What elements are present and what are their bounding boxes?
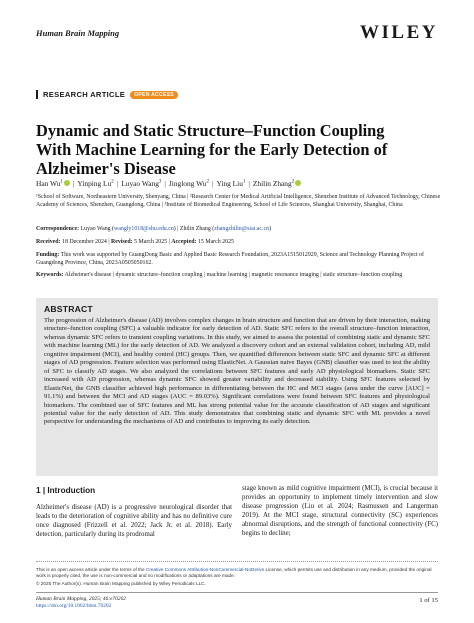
author-name: Ying Liu: [216, 179, 243, 189]
keywords-label: Keywords:: [36, 272, 64, 278]
abstract-text: The progression of Alzheimer's disease (AD) involves complex changes in brain structure and function that are driven by their interaction, making structure–function coupling (SFC) a valuable indicator for early detection of AD. Static SFC refers to the overall structure–function interaction, whereas dynamic SFC refers to transient coupling variations. In this study, we aimed to assess the potential of combining static and dynamic SFC with machine learning (ML) for the early detection of AD. We analyzed a discovery cohort and an external validation cohort, including AD, mild cognitive impairment (MCI), and healthy control (HC) groups. Then, we quantified differences between static SFC and dynamic SFC at different stages of AD progression. Feature selection was performed using ElasticNet. A Gaussian naive Bayes (GNB) classifier was used to test the ability of SFC to classify AD stages. We also analyzed the correlations between SFC features and early AD physiological biomarkers. Static SFC increased with AD progression, whereas dynamic SFC showed greater variability and decreased stability. Using SFC features selected by ElasticNet, the GNB classifier achieved high performance in differentiating between the HC and MCI stages (area under the curve [AUC] = 91.1%) and between the MCI and AD stages (AUC = 89.03%). Significant correlations were found between SFC features and physiological biomarkers. The combined use of SFC features and ML has strong potential value for the accurate classification of AD stages and significant potential value for the early detection of AD. This study demonstrates that combining static and dynamic SFC with ML provides a novel perspective for understanding the mechanisms of AD and contributes to improving its early detection.: [44, 317, 430, 426]
keywords: [36, 272, 441, 280]
footnote-divider: [36, 561, 438, 562]
journal-name: Human Brain Mapping: [36, 28, 120, 38]
orcid-icon[interactable]: [295, 180, 301, 186]
section-heading-introduction: 1 | Introduction: [36, 486, 96, 495]
license-text-post: License, which permits use and distribution in any medium, provided the original work is properly cited, the use is non-commercial and no modifications or adaptations are made.: [36, 567, 432, 579]
author: [77, 179, 113, 188]
author: [169, 179, 209, 188]
accepted-date: 15 March 2025: [197, 239, 234, 245]
footer-citation-block: [36, 596, 126, 610]
author-affiliation-number: 1: [242, 180, 246, 185]
correspondence-text-1: Luyao Wang (: [80, 226, 115, 232]
author-separator: |: [164, 179, 166, 189]
author: [216, 179, 245, 188]
page-number: 1 of 15: [419, 597, 438, 604]
article-type: RESEARCH ARTICLE: [43, 90, 126, 99]
article-title: Dynamic and Static Structure–Function Coupling With Machine Learning for the Early Detection of Alzheimer's Disease: [36, 121, 388, 178]
keywords-text: Alzheimer's disease | dynamic structure–function coupling | machine learning | magnetic resonance imaging | static structure–function coupling: [64, 272, 403, 278]
email-link-1[interactable]: wangly1018@shu.edu.cn: [114, 226, 174, 232]
email-link-2[interactable]: zhangzhilin@siat.ac.cn: [214, 226, 270, 232]
correspondence-text-3: ): [269, 226, 272, 232]
intro-column-left: Alzheimer's disease (AD) is a progressive neurological disorder that leads to the deterioration of cognitive ability and has no definitive cure once diagnosed (Frizzell et al. 2022; Jack Jr. et al. 2018). Early detection, particularly during its prodromal: [36, 504, 232, 539]
funding-label: Funding:: [36, 252, 60, 258]
correspondence: [36, 226, 441, 234]
received-date: 18 December 2024: [62, 239, 107, 245]
affiliations: ¹School of Software, Northeastern University, Shenyang, China | ²Research Center for Medical Artificial Intelligence, Shenzhen Institute of Advanced Technology, Chinese Academy of Sciences, Shenzhen, Guangdong, China | ³Institute of Biomedical Engineering, School of Life Sciences, Shanghai University, Shanghai, China: [36, 194, 441, 208]
author: [253, 179, 301, 188]
author-separator: |: [248, 179, 250, 189]
abstract-box: [36, 298, 438, 476]
open-access-badge: OPEN ACCESS: [130, 91, 178, 99]
funding: [36, 252, 441, 267]
article-type-row: [36, 90, 178, 99]
author-name: Han Wu: [36, 179, 61, 189]
article-dates: Received: 18 December 2024 | Revised: 5 March 2025 | Accepted: 15 March 2025: [36, 239, 234, 245]
author-name: Yinping Lu: [77, 179, 112, 189]
author-name: Jinglong Wu: [168, 179, 207, 189]
footer-divider: [36, 592, 438, 593]
author-name: Zhilin Zhang: [252, 179, 292, 189]
author: [121, 179, 161, 188]
author-affiliation-number: 2: [291, 180, 295, 185]
license-link[interactable]: Creative Commons Attribution-NonCommercial-NoDerivs: [145, 567, 265, 572]
footer-citation: Human Brain Mapping, 2025; 46:e70202: [36, 596, 126, 602]
copyright: © 2025 The Author(s). Human Brain Mapping published by Wiley Periodicals LLC.: [36, 580, 206, 586]
correspondence-label: Correspondence:: [36, 226, 80, 232]
orcid-icon[interactable]: [64, 180, 70, 186]
funding-text: This work was supported by GuangDong Basic and Applied Basic Research Foundation, 2023A1515012929, Science and Technology Planning Project of Guangdong Province, China, 2023A0505050162.: [36, 252, 424, 266]
author-separator: |: [211, 179, 214, 189]
author-name: Luyao Wang: [121, 179, 159, 189]
doi-link[interactable]: https://doi.org/10.1002/hbm.70202: [36, 602, 112, 609]
article-type-bar: [36, 90, 38, 99]
author: [36, 179, 70, 188]
author-affiliation-number: 3: [158, 180, 162, 185]
correspondence-text-2: ) | Zhilin Zhang (: [173, 226, 215, 232]
author-affiliation-number: 2: [111, 180, 114, 185]
revised-label: Revised:: [111, 239, 133, 245]
received-label: Received:: [36, 239, 61, 245]
author-separator: |: [72, 179, 75, 189]
author-affiliation-number: 1: [60, 180, 63, 185]
accepted-label: Accepted:: [171, 239, 197, 245]
revised-date: 5 March 2025: [134, 239, 168, 245]
author-separator: |: [116, 179, 119, 189]
license-notice: [36, 567, 438, 587]
publisher-logo: WILEY: [360, 22, 438, 43]
license-text-pre: This is an open access article under the terms of the: [36, 567, 146, 572]
author-list: [36, 178, 446, 188]
author-affiliation-number: 2: [206, 180, 209, 185]
abstract-heading: ABSTRACT: [44, 304, 93, 314]
intro-column-right: stage known as mild cognitive impairment (MCI), is crucial because it provides an opportunity to implement timely intervention and slow disease progression (Liu et al. 2024; Rasmussen and Langerman 2019). At the MCI stage, structural connectivity (SC) experiences abnormal disruptions, and the strength of functional connectivity (FC) begins to decline;: [242, 485, 438, 538]
